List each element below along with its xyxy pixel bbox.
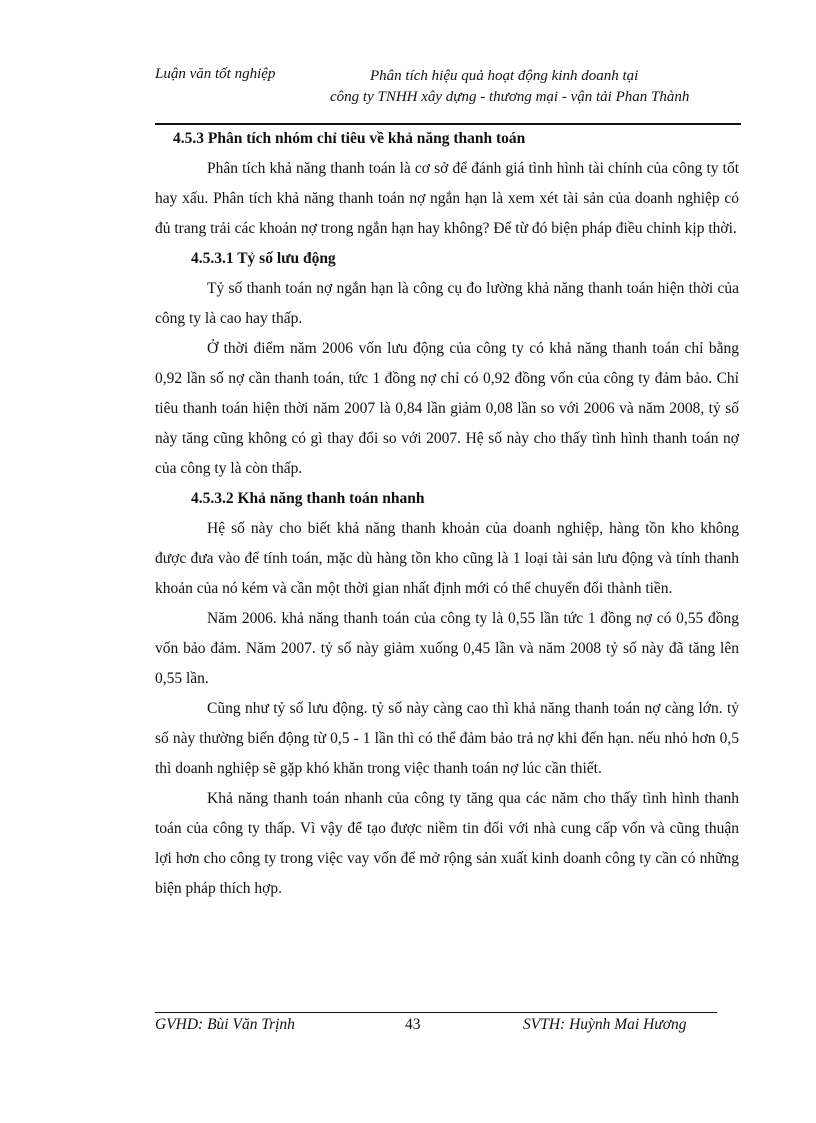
header-title-line-2: công ty TNHH xây dựng - thương mại - vận tải Phan Thành <box>330 89 690 105</box>
footer-divider <box>155 1012 717 1013</box>
header-thesis-title <box>330 66 730 108</box>
footer-student: SVTH: Huỳnh Mai Hương <box>523 1016 687 1033</box>
page-number: 43 <box>405 1016 421 1033</box>
page-body <box>155 124 739 904</box>
paragraph: Ở thời điểm năm 2006 vốn lưu động của công ty có khả năng thanh toán chỉ bằng 0,92 lần số nợ cần thanh toán, tức 1 đồng nợ chỉ có 0,92 đồng vốn của công ty đảm bảo. Chỉ tiêu thanh toán hiện thời năm 2007 là 0,84 lần giảm 0,08 lần so với 2006 và năm 2008, tỷ số này tăng cũng không có gì thay đổi so với 2007. Hệ số này cho thấy tình hình thanh toán nợ của công ty là còn thấp. <box>155 340 739 477</box>
paragraph: Năm 2006. khả năng thanh toán của công ty là 0,55 lần tức 1 đồng nợ có 0,55 đồng vốn bảo đảm. Năm 2007. tỷ số này giảm xuống 0,45 lần và năm 2008 tỷ số này đã tăng lên 0,55 lần. <box>155 610 739 687</box>
paragraph: Khả năng thanh toán nhanh của công ty tăng qua các năm cho thấy tình hình thanh toán của công ty thấp. Vì vậy để tạo được niềm tin đối với nhà cung cấp vốn và cũng thuận lợi hơn cho công ty trong việc vay vốn để mở rộng sản xuất kinh doanh công ty cần có những biện pháp thích hợp. <box>155 790 739 897</box>
header-title-line-1: Phân tích hiệu quả hoạt động kinh doanh tại <box>370 68 639 84</box>
subsection-heading-quick-ratio: 4.5.3.2 Khả năng thanh toán nhanh <box>191 490 425 507</box>
paragraph: Tỷ số thanh toán nợ ngắn hạn là công cụ đo lường khả năng thanh toán hiện thời của công ty là cao hay thấp. <box>155 280 739 327</box>
paragraph: Hệ số này cho biết khả năng thanh khoản của doanh nghiệp, hàng tồn kho không được đưa vào để tính toán, mặc dù hàng tồn kho cũng là 1 loại tài sản lưu động và tính thanh khoản của nó kém và cần một thời gian nhất định mới có thể chuyển đổi thành tiền. <box>155 520 739 597</box>
subsection-heading-current-ratio: 4.5.3.1 Tỷ số lưu động <box>191 250 336 267</box>
header-thesis-label: Luận văn tốt nghiệp <box>155 66 276 82</box>
paragraph: Cũng như tỷ số lưu động. tỷ số này càng cao thì khả năng thanh toán nợ càng lớn. tỷ số này thường biến động từ 0,5 - 1 lần thì có thể đảm bảo trả nợ khi đến hạn. nếu nhỏ hơn 0,5 thì doanh nghiệp sẽ gặp khó khăn trong việc thanh toán nợ lúc cần thiết. <box>155 700 739 777</box>
section-intro-paragraph: Phân tích khả năng thanh toán là cơ sở để đánh giá tình hình tài chính của công ty tốt hay xấu. Phân tích khả năng thanh toán nợ ngắn hạn là xem xét tài sản của doanh nghiệp có đủ trang trải các khoản nợ trong ngắn hạn hay không? Để từ đó biện pháp điều chỉnh kịp thời. <box>155 160 739 237</box>
section-heading: 4.5.3 Phân tích nhóm chỉ tiêu về khả năng thanh toán <box>173 130 526 147</box>
footer-supervisor: GVHD: Bùi Văn Trịnh <box>155 1016 295 1033</box>
